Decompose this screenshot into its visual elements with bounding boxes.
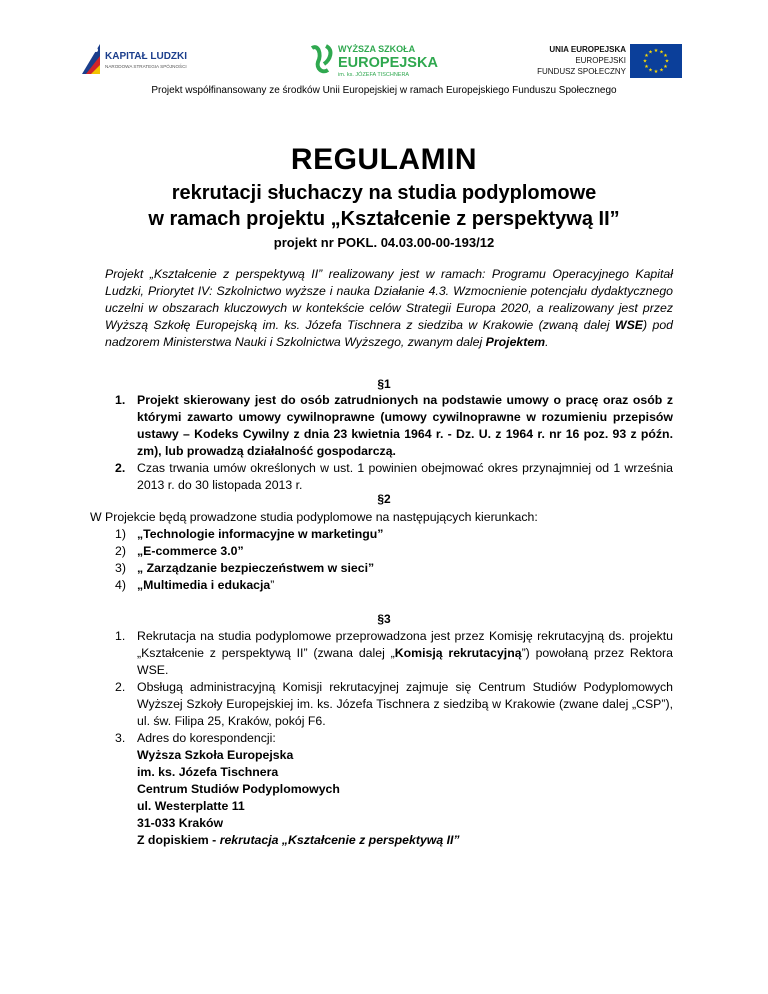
section-1-item-2 (105, 460, 673, 494)
svg-text:★: ★ (659, 49, 664, 56)
address-line: ul. Westerplatte 11 (137, 799, 245, 813)
note-value: rekrutacja „Kształcenie z perspektywą II” (219, 833, 460, 847)
kl-tagline: NARODOWA STRATEGIA SPÓJNOŚCI (105, 64, 187, 69)
direction-number: 1) (115, 527, 126, 541)
svg-text:★: ★ (642, 58, 648, 65)
wse-line1: WYŻSZA SZKOŁA (338, 44, 416, 54)
subtitle-line1: rekrutacji słuchaczy na studia podyplomowe (171, 182, 597, 204)
wse-line2: EUROPEJSKA (338, 55, 438, 71)
directions-list (105, 526, 665, 594)
direction-item (105, 577, 665, 594)
item-number: 3. (115, 731, 126, 745)
section-2-intro: W Projekcie będą prowadzone studia podyplomowe na następujących kierunkach: (90, 510, 538, 524)
section-3-item-1 (105, 628, 673, 679)
item-number: 1. (115, 629, 126, 643)
direction-item (105, 560, 665, 577)
address-line: Wyższa Szkoła Europejska (137, 748, 294, 762)
svg-text:★: ★ (648, 67, 653, 74)
note-label: Z dopiskiem - (137, 833, 220, 847)
intro-end: . (545, 335, 549, 349)
direction-item (105, 543, 665, 560)
intro-text2: ) pod nadzorem Ministerstwa Nauki i Szkolnictwa Wyższego, zwanym dalej (105, 318, 673, 349)
intro-projekt: Projektem (485, 335, 546, 349)
svg-text:★: ★ (644, 64, 649, 70)
item-number: 1. (115, 393, 126, 407)
section-3-item-2 (105, 679, 673, 730)
direction-name: „Multimedia i edukacja (137, 578, 271, 592)
direction-name: „Technologie informacyjne w marketingu” (137, 527, 384, 541)
wse-line3: im. ks. JÓZEFA TISCHNERA (338, 72, 410, 78)
direction-tail: ” (270, 578, 275, 592)
item-number: 2. (115, 461, 126, 475)
section-3-heading: §3 (377, 612, 391, 626)
address-line: 31-033 Kraków (137, 816, 224, 830)
svg-text:★: ★ (644, 53, 649, 59)
wse-emblem-icon (308, 40, 438, 82)
item-text: Obsługą administracyjną Komisji rekrutacyjnej zajmuje się Centrum Studiów Podyplomowych Wyższej Szkoły Europejskiej im. ks. Józefa Tischnera z siedzibą w Krakowie (zwane dalej „CSP”), ul. św. Filipa 25, Kraków, pokój F6. (137, 680, 673, 728)
section-3-list (105, 628, 673, 849)
item-text: Projekt skierowany jest do osób zatrudnionych na podstawie umowy o pracę oraz osób z którymi zawarto umowy cywilnoprawne (umowy cywilnoprawne w rozumieniu przepisów ustawy – Kodeks Cywilny z dnia 23 kwietnia 1964 r. - Dz. U. z 1964 r. nr 16 poz. 93 z późn. zm), lub prowadzą działalność gospodarczą. (137, 393, 673, 458)
eu-logo (510, 44, 690, 84)
direction-number: 3) (115, 561, 126, 575)
item-text-c: ”) powołaną przez Rektora WSE. (137, 646, 673, 677)
address-line: im. ks. Józefa Tischnera (137, 765, 279, 779)
item-text-a: Rekrutacja na studia podyplomowe przeprowadzona jest przez Komisję rekrutacyjną ds. projektu „Kształcenie z perspektywą II” (zwana dalej „ (137, 629, 673, 660)
item-text: Czas trwania umów określonych w ust. 1 powinien obejmować okres przynajmniej od 1 września 2013 r. do 30 listopada 2013 r. (137, 461, 673, 492)
funding-note: Projekt współfinansowany ze środków Unii Europejskiej w ramach Europejskiego Funduszu Społecznego (151, 85, 617, 96)
svg-text:★: ★ (664, 58, 670, 65)
eu-line1: UNIA EUROPEJSKA (549, 45, 626, 54)
svg-text:★: ★ (648, 49, 653, 56)
section-1-heading: §1 (377, 377, 391, 391)
correspondence-address (105, 747, 673, 849)
section-1-item-1 (105, 392, 673, 460)
kapital-ludzki-logo (80, 40, 200, 80)
eu-flag-icon (630, 44, 682, 78)
section-1-list (105, 392, 673, 494)
item-text: Adres do korespondencji: (137, 731, 276, 745)
item-number: 2. (115, 680, 126, 694)
svg-text:★: ★ (663, 64, 668, 70)
direction-name: „E-commerce 3.0” (137, 544, 244, 558)
document-subtitle (0, 180, 768, 232)
direction-name: „ Zarządzanie bezpieczeństwem w sieci” (137, 561, 375, 575)
document-title: REGULAMIN (290, 143, 478, 176)
eu-line3: FUNDUSZ SPOŁECZNY (537, 67, 626, 76)
direction-item (105, 526, 665, 543)
section-2-heading: §2 (377, 492, 391, 506)
direction-number: 4) (115, 578, 126, 592)
svg-text:★: ★ (653, 69, 659, 75)
direction-number: 2) (115, 544, 126, 558)
wse-logo (308, 40, 438, 82)
intro-paragraph (105, 266, 673, 351)
intro-text: Projekt „Kształcenie z perspektywą II” realizowany jest w ramach: Programu Operacyjnego Kapitał Ludzki, Priorytet IV: Szkolnictwo wyższe i nauka Działanie 4.3. Wzmocnienie potencjału dydaktycznego uczelni w obszarach kluczowych w kontekście celów Strategii Europa 2020, a realizowany jest przez Wyższą Szkołę Europejską im. ks. Józefa Tischnera z siedziba w Krakowie (zwaną dalej (105, 267, 673, 332)
item-text-b: Komisją rekrutacyjną (394, 646, 522, 660)
eu-line2: EUROPEJSKI (575, 56, 626, 65)
section-3-item-3 (105, 730, 673, 747)
kapital-ludzki-emblem-icon (80, 40, 200, 80)
address-line: Centrum Studiów Podyplomowych (137, 782, 340, 796)
svg-text:★: ★ (663, 53, 668, 59)
svg-text:★: ★ (653, 48, 659, 54)
eu-text (510, 44, 626, 77)
svg-text:★: ★ (659, 67, 664, 74)
project-number: projekt nr POKL. 04.03.00-00-193/12 (273, 235, 495, 250)
address-note (137, 832, 673, 849)
intro-wse: WSE (614, 318, 643, 332)
kl-name: KAPITAŁ LUDZKI (105, 51, 188, 62)
subtitle-line2: w ramach projektu „Kształcenie z perspektywą II” (148, 208, 620, 230)
